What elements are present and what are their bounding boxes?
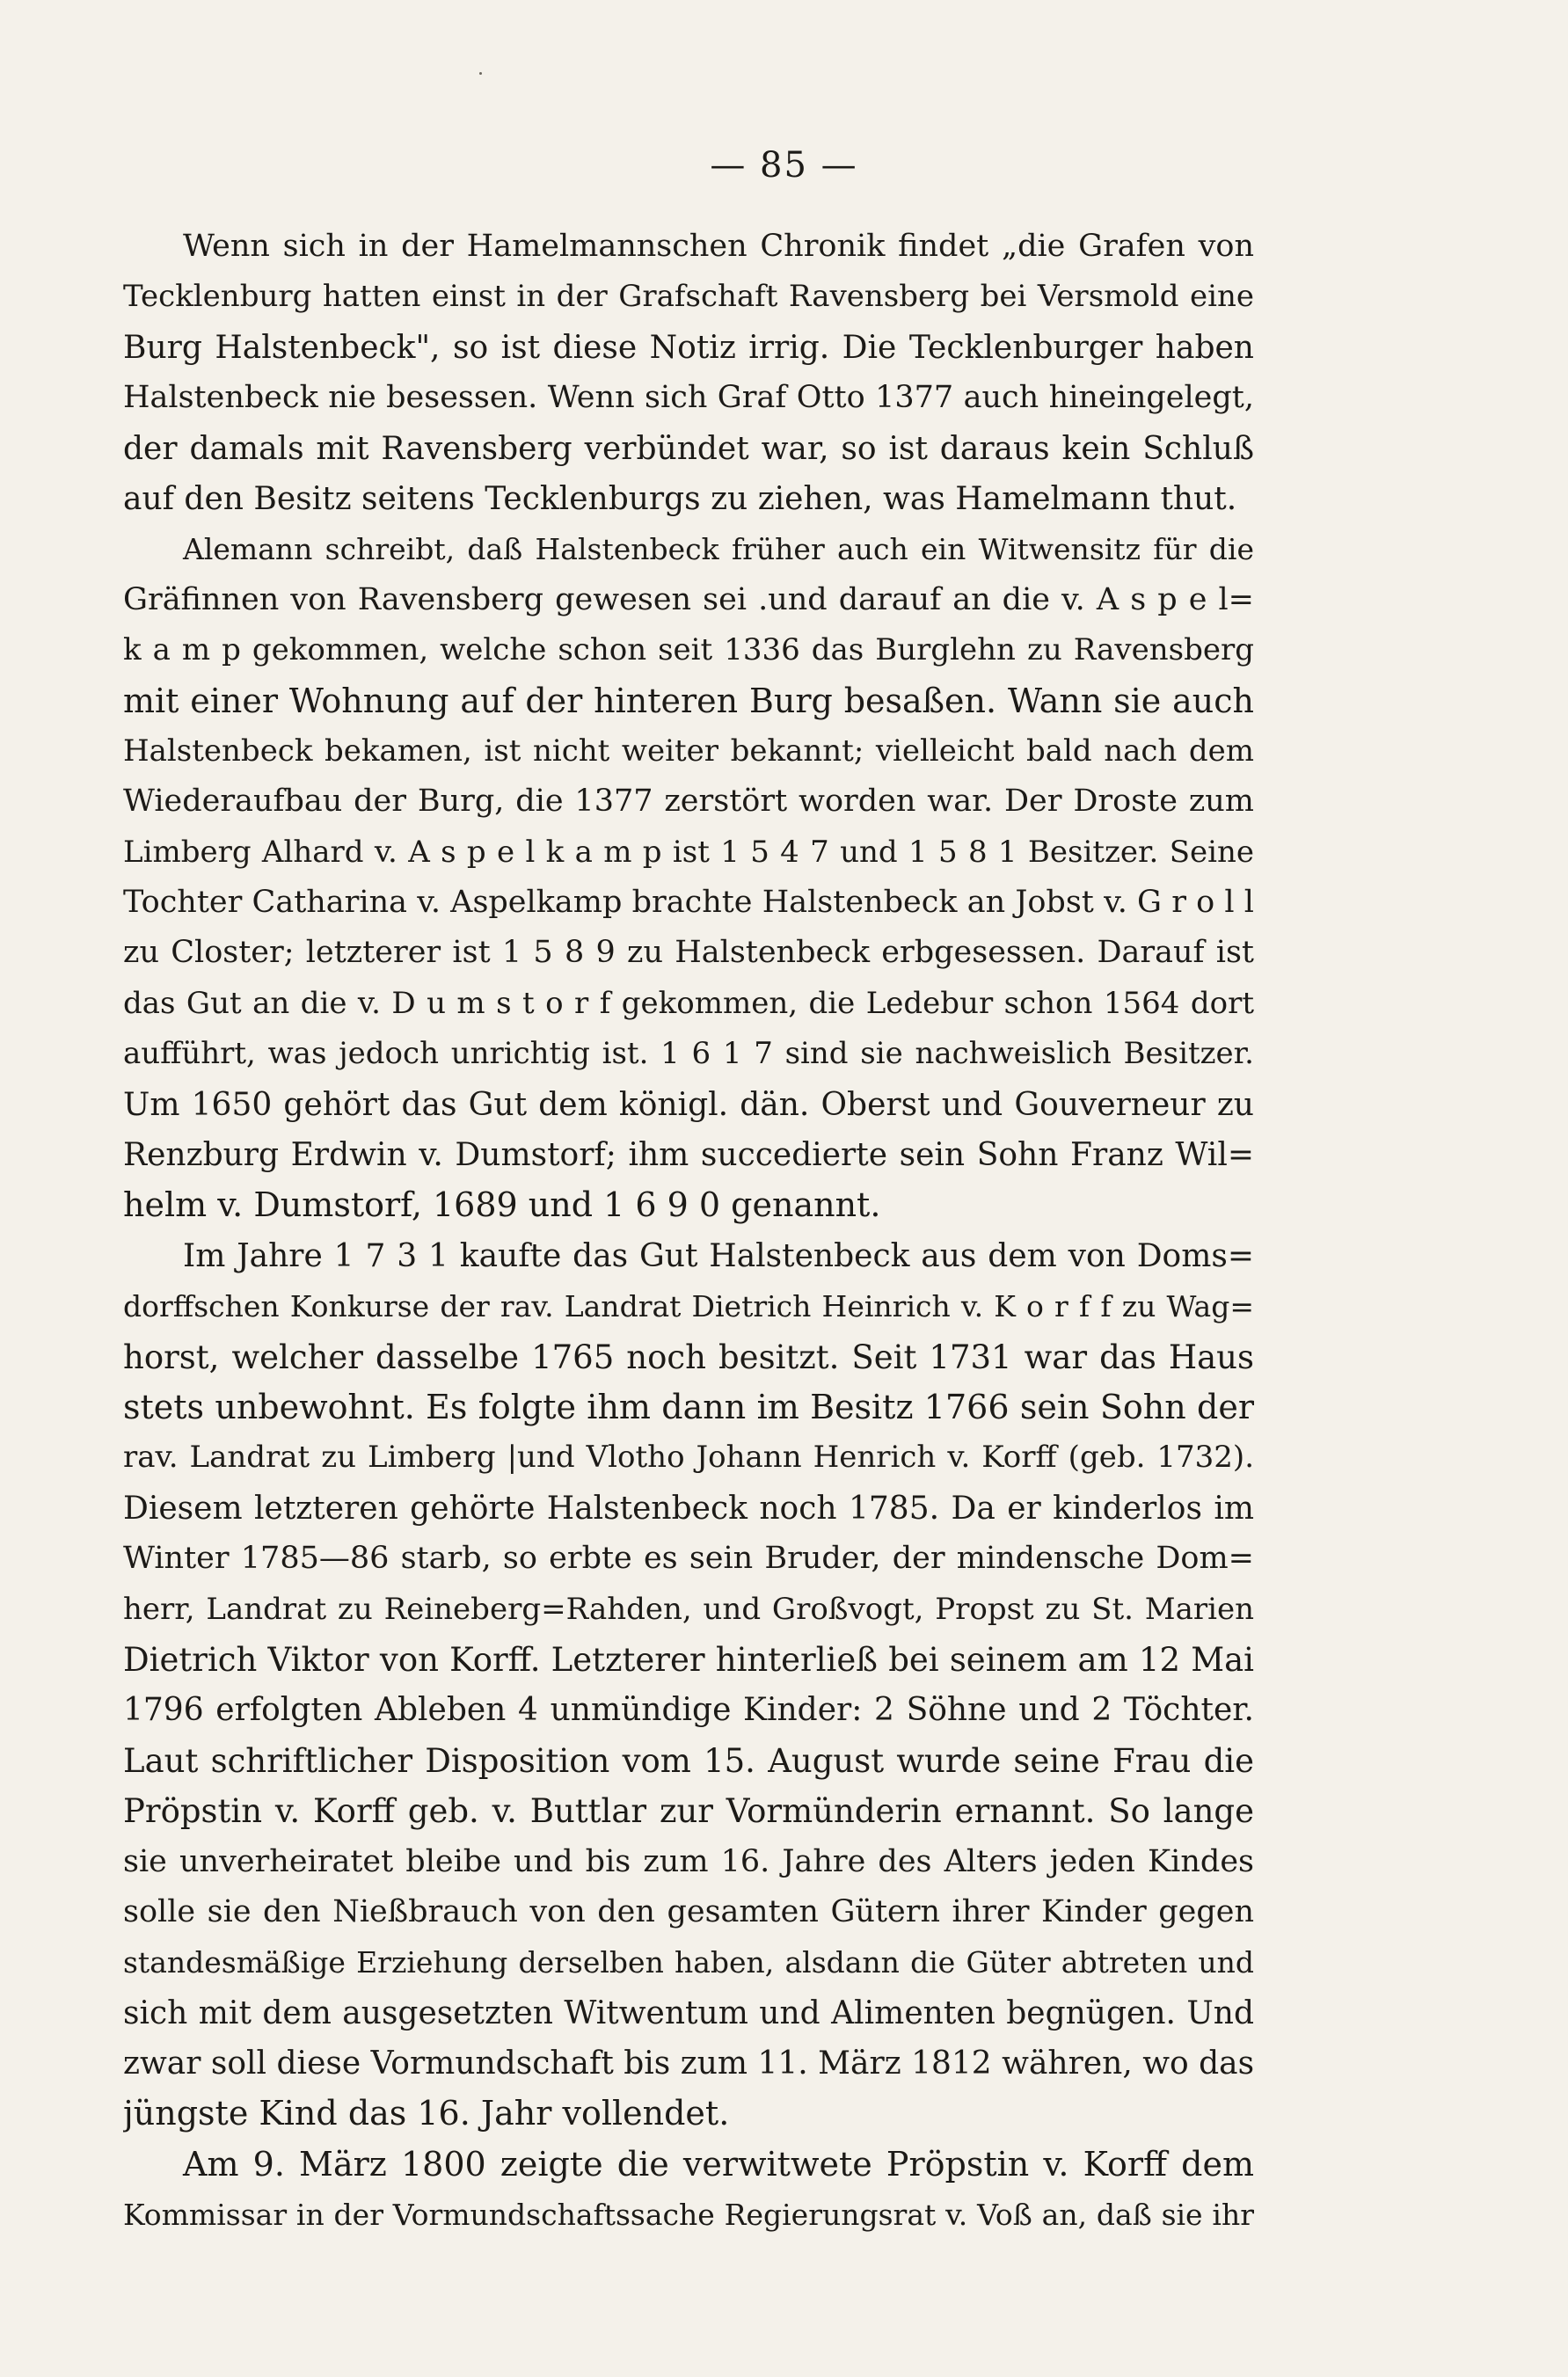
text-line: Dietrich Viktor von Korff. Letzterer hinterließ bei seinem am 12 Mai — [123, 1640, 1254, 1679]
text-line: der damals mit Ravensberg verbündet war, so ist daraus kein Schluß — [123, 430, 1254, 467]
text-line: Winter 1785—86 starb, so erbte es sein Bruder, der mindensche Dom= — [123, 1541, 1254, 1577]
text-line: Limberg Alhard v. A s p e l k a m p ist 1 5 4 7 und 1 5 8 1 Besitzer. Seine — [123, 834, 1254, 870]
text-line: dorffschen Konkurse der rav. Landrat Dietrich Heinrich v. K o r f f zu Wag= — [123, 1289, 1254, 1324]
text-line: jüngste Kind das 16. Jahr vollendet. — [123, 2094, 730, 2133]
text-line: aufführt, was jedoch unrichtig ist. 1 6 1 7 sind sie nachweislich Besitzer. — [123, 1036, 1254, 1072]
text-line: Burg Halstenbeck", so ist diese Notiz irrig. Die Tecklenburger haben — [123, 329, 1254, 366]
text-line: Im Jahre 1 7 3 1 kaufte das Gut Halstenbeck aus dem von Doms= — [183, 1237, 1254, 1274]
text-line: solle sie den Nießbrauch von den gesamten Gütern ihrer Kinder gegen — [123, 1893, 1254, 1929]
text-line: Renzburg Erdwin v. Dumstorf; ihm succedierte sein Sohn Franz Wil= — [123, 1137, 1254, 1174]
text-line: stets unbewohnt. Es folgte ihm dann im Besitz 1766 sein Sohn der — [123, 1387, 1254, 1426]
text-line: Tecklenburg hatten einst in der Grafschaft Ravensberg bei Versmold eine — [123, 279, 1254, 315]
text-line: Wenn sich in der Hamelmannschen Chronik findet „die Grafen von — [183, 229, 1254, 264]
text-line: Alemann schreibt, daß Halstenbeck früher auch ein Witwensitz für die — [183, 532, 1254, 567]
text-line: Diesem letzteren gehörte Halstenbeck noch 1785. Da er kinderlos im — [123, 1490, 1254, 1527]
text-line: zu Closter; letzterer ist 1 5 8 9 zu Halstenbeck erbgesessen. Darauf ist — [123, 935, 1254, 971]
text-line: das Gut an die v. D u m s t o r f gekommen, die Ledebur schon 1564 dort — [123, 985, 1254, 1021]
paper-speck — [479, 72, 482, 75]
text-line: helm v. Dumstorf, 1689 und 1 6 9 0 genannt. — [123, 1185, 881, 1225]
text-line: Am 9. März 1800 zeigte die verwitwete Pröpstin v. Korff dem — [183, 2144, 1254, 2184]
text-line: auf den Besitz seitens Tecklenburgs zu ziehen, was Hamelmann thut. — [123, 480, 1237, 517]
text-line: Tochter Catharina v. Aspelkamp brachte Halstenbeck an Jobst v. G r o l l — [123, 885, 1254, 921]
text-line: sie unverheiratet bleibe und bis zum 16. Jahre des Alters jeden Kindes — [123, 1843, 1254, 1879]
text-line: Wiederaufbau der Burg, die 1377 zerstört worden war. Der Droste zum — [123, 784, 1254, 820]
text-line: Gräfinnen von Ravensberg gewesen sei .und darauf an die v. A s p e l= — [123, 581, 1254, 617]
text-line: Kommissar in der Vormundschaftssache Regierungsrat v. Voß an, daß sie ihr — [123, 2198, 1254, 2233]
text-line: mit einer Wohnung auf der hinteren Burg besaßen. Wann sie auch — [123, 681, 1254, 720]
text-line: herr, Landrat zu Reineberg=Rahden, und Großvogt, Propst zu St. Marien — [123, 1591, 1254, 1627]
text-line: zwar soll diese Vormundschaft bis zum 11. März 1812 währen, wo das — [123, 2045, 1254, 2082]
text-line: Laut schriftlicher Disposition vom 15. August wurde seine Frau die — [123, 1741, 1254, 1780]
text-line: Halstenbeck nie besessen. Wenn sich Graf Otto 1377 auch hineingelegt, — [123, 380, 1254, 416]
text-line: sich mit dem ausgesetzten Witwentum und Alimenten begnügen. Und — [123, 1994, 1254, 2031]
text-line: 1796 erfolgten Ableben 4 unmündige Kinder: 2 Söhne und 2 Töchter. — [123, 1692, 1254, 1729]
text-line: standesmäßige Erziehung derselben haben, alsdann die Güter abtreten und — [123, 1945, 1254, 1980]
text-line: Pröpstin v. Korff geb. v. Buttlar zur Vormünderin ernannt. So lange — [123, 1792, 1254, 1831]
text-line: horst, welcher dasselbe 1765 noch besitzt. Seit 1731 war das Haus — [123, 1338, 1254, 1376]
text-line: rav. Landrat zu Limberg |und Vlotho Johann Henrich v. Korff (geb. 1732). — [123, 1440, 1254, 1476]
text-line: k a m p gekommen, welche schon seit 1336 das Burglehn zu Ravensberg — [123, 632, 1254, 668]
text-line: Um 1650 gehört das Gut dem königl. dän. Oberst und Gouverneur zu — [123, 1086, 1254, 1123]
text-line: Halstenbeck bekamen, ist nicht weiter bekannt; vielleicht bald nach dem — [123, 733, 1254, 769]
page-number: — 85 — — [710, 145, 858, 186]
body-text — [123, 222, 1254, 2241]
